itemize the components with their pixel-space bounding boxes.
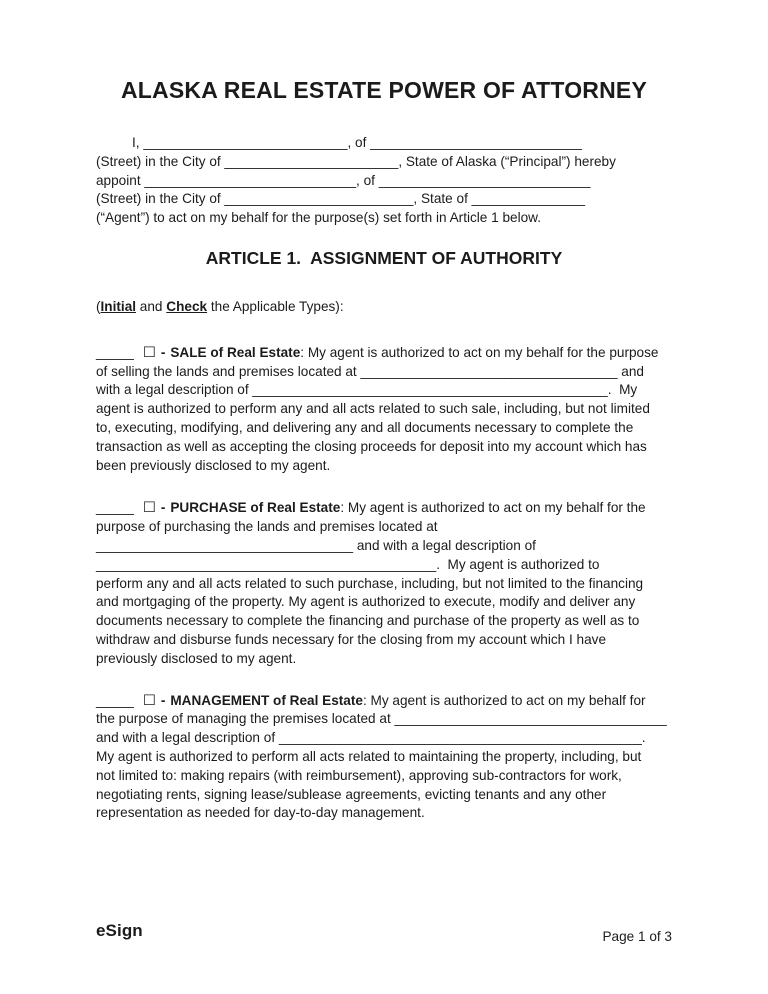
intro-paragraph [96,134,672,228]
sale-initials-blank[interactable]: _____ [96,344,134,360]
purchase-dash: - [160,500,166,516]
purchase-text-line: perform any and all acts related to such purchase, including, but not limited to the financing [96,575,644,591]
instruction-and: and [136,298,167,314]
section-purchase [96,499,672,668]
instruction-open: ( [96,298,101,314]
purchase-initials-blank[interactable]: _____ [96,500,134,516]
management-dash: - [160,692,166,708]
intro-line-appoint: appoint ____________________________, of ____________________________ [96,172,591,188]
page-number: Page 1 of 3 [602,929,672,944]
intro-line-principal-address: (Street) in the City of _______________________, State of Alaska (“Principal”) hereby [96,153,616,169]
sale-checkbox-icon[interactable]: ☐ [142,344,156,361]
purchase-head-text: : My agent is authorized to act on my behalf for the [340,500,646,516]
check-keyword: Check [166,298,208,314]
purchase-text-line: __________________________________ and with a legal description of [96,537,536,553]
instruction-line [96,298,672,317]
sale-text-line: been previously disclosed to my agent. [96,457,331,473]
purchase-section-title: PURCHASE of Real Estate [170,500,341,516]
esign-logo: eSign [96,921,143,940]
sale-text-line: to, executing, modifying, and delivering any and all documents necessary to complete the [96,419,634,435]
sale-text-line: with a legal description of _______________________________________________. My [96,382,638,398]
intro-line-principal: I, ___________________________, of ____________________________ [132,135,582,150]
management-head-text: : My agent is authorized to act on my behalf for [362,692,646,708]
purchase-text-line: _____________________________________________. My agent is authorized to [96,556,600,572]
sale-head-text: : My agent is authorized to act on my behalf for the purpose [300,344,659,360]
article1-heading: ARTICLE 1. ASSIGNMENT OF AUTHORITY [205,247,563,268]
purchase-text-line: and mortgaging of the property. My agent is authorized to execute, modify and deliver any [96,594,636,610]
management-text-line: not limited to: making repairs (with reimbursement), approving sub-contractors for work, [96,767,622,783]
sale-text-line: transaction as well as accepting the closing proceeds for deposit into my account which has [96,438,647,454]
sale-text-line: agent is authorized to perform any and all acts related to such sale, including, but not limited [96,401,650,417]
purchase-checkbox-icon[interactable]: ☐ [142,500,156,517]
sale-section-title: SALE of Real Estate [170,344,301,360]
initial-keyword: Initial [100,298,137,314]
management-text-line: and with a legal description of ________________________________________________. [96,730,646,746]
document-title: ALASKA REAL ESTATE POWER OF ATTORNEY [121,77,647,103]
sale-text-line: of selling the lands and premises located at __________________________________ and [96,363,644,379]
management-text-line: negotiating rents, signing lease/sublease agreements, evicting tenants and any other [96,786,607,802]
purchase-text-line: withdraw and disburse funds necessary for the closing from my account which I have [96,631,607,647]
purchase-text-line: previously disclosed to my agent. [96,650,297,666]
purchase-head-line [96,499,672,518]
sale-head-line [96,344,672,363]
management-section-title: MANAGEMENT of Real Estate [170,692,363,708]
management-head-line [96,692,672,711]
management-initials-blank[interactable]: _____ [96,692,134,708]
management-checkbox-icon[interactable]: ☐ [142,692,156,709]
management-text-line: representation as needed for day-to-day management. [96,805,425,821]
management-text-line: the purpose of managing the premises located at ____________________________________ [96,711,667,727]
intro-line-agent-address: (Street) in the City of _________________________, State of _______________ [96,191,586,207]
purchase-text-line: purpose of purchasing the lands and premises located at [96,519,438,535]
management-text-line: My agent is authorized to perform all acts related to maintaining the property, including, but [96,748,642,764]
purchase-text-line: documents necessary to complete the financing and purchase of the property as well as to [96,613,640,629]
section-sale [96,344,672,476]
sale-dash: - [160,344,166,360]
section-management [96,692,672,824]
instruction-rest: the Applicable Types): [207,298,344,314]
intro-line-agent: (“Agent”) to act on my behalf for the purpose(s) set forth in Article 1 below. [96,210,542,226]
